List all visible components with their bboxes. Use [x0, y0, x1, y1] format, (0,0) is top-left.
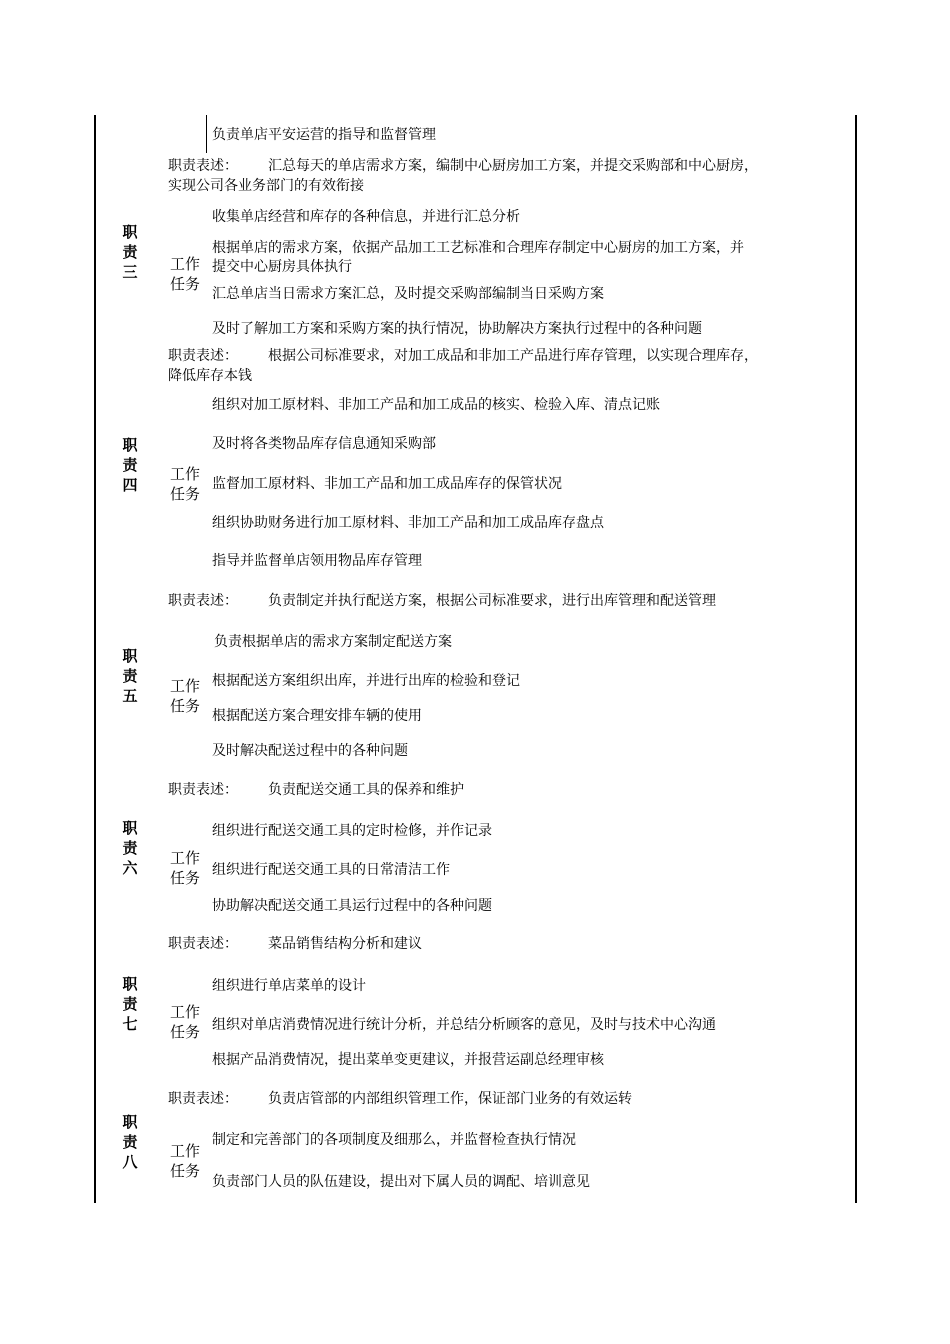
- duty-4-task-4: 组织协助财务进行加工原材料、非加工产品和加工成品库存盘点: [212, 515, 604, 531]
- duty-7-task-3: 根据产品消费情况，提出菜单变更建议，并报营运副总经理审核: [212, 1052, 604, 1068]
- duty-3-desc-label: 职责表述：: [168, 158, 238, 174]
- duty-3-task-2b: 提交中心厨房具体执行: [212, 259, 352, 275]
- duty-4-desc-label: 职责表述：: [168, 348, 238, 364]
- duty-3-label: 职 责 三: [122, 223, 138, 281]
- duty-8-desc-label: 职责表述：: [168, 1091, 238, 1107]
- duty-7-desc-line1: 菜品销售结构分析和建议: [268, 936, 422, 952]
- duty-6-desc-line1: 负责配送交通工具的保养和维护: [268, 782, 464, 798]
- duty-4-desc-line1: 根据公司标准要求，对加工成品和非加工产品进行库存管理，以实现合理库存，: [268, 348, 758, 364]
- duty-6-task-1: 组织进行配送交通工具的定时检修，并作记录: [212, 823, 492, 839]
- duty-5-task-label: 工作 任务: [170, 677, 201, 715]
- duty-7-desc-label: 职责表述：: [168, 936, 238, 952]
- duty-7-task-1: 组织进行单店菜单的设计: [212, 978, 366, 994]
- duty-4-label: 职 责 四: [122, 436, 138, 494]
- duty-8-task-1: 制定和完善部门的各项制度及细那么，并监督检查执行情况: [212, 1132, 576, 1148]
- duty-7-task-label: 工作 任务: [170, 1003, 201, 1041]
- top-row-divider: [206, 115, 207, 153]
- duty-6-label: 职 责 六: [122, 819, 138, 877]
- duty-4-task-2: 及时将各类物品库存信息通知采购部: [212, 436, 436, 452]
- right-border: [855, 115, 857, 1203]
- duty-6-task-label: 工作 任务: [170, 849, 201, 887]
- duty-6-task-2: 组织进行配送交通工具的日常清洁工作: [212, 862, 450, 878]
- duty-3-task-label: 工作 任务: [170, 255, 201, 293]
- duty-8-task-label: 工作 任务: [170, 1142, 201, 1180]
- duty-3-task-3: 汇总单店当日需求方案汇总，及时提交采购部编制当日采购方案: [212, 286, 604, 302]
- duty-4-task-1: 组织对加工原材料、非加工产品和加工成品的核实、检验入库、清点记账: [212, 397, 660, 413]
- duty-5-task-4: 及时解决配送过程中的各种问题: [212, 743, 408, 759]
- duty-4-desc-line2: 降低库存本钱: [168, 368, 252, 384]
- left-border: [94, 115, 96, 1203]
- duty-3-task-4: 及时了解加工方案和采购方案的执行情况，协助解决方案执行过程中的各种问题: [212, 321, 702, 337]
- duty-6-desc-label: 职责表述：: [168, 782, 238, 798]
- duty-5-task-3: 根据配送方案合理安排车辆的使用: [212, 708, 422, 724]
- duty-8-label: 职 责 八: [122, 1113, 138, 1171]
- duty-5-task-1: 负责根据单店的需求方案制定配送方案: [214, 634, 452, 650]
- duty-4-task-3: 监督加工原材料、非加工产品和加工成品库存的保管状况: [212, 476, 562, 492]
- duty-3-desc-line2: 实现公司各业务部门的有效衔接: [168, 178, 364, 194]
- duty-7-label: 职 责 七: [122, 975, 138, 1033]
- top-row-text: 负责单店平安运营的指导和监督管理: [212, 127, 436, 143]
- duty-4-task-5: 指导并监督单店领用物品库存管理: [212, 553, 422, 569]
- duty-4-task-label: 工作 任务: [170, 465, 201, 503]
- duty-8-task-2: 负责部门人员的队伍建设，提出对下属人员的调配、培训意见: [212, 1174, 590, 1190]
- duty-3-task-2a: 根据单店的需求方案，依据产品加工工艺标准和合理库存制定中心厨房的加工方案，并: [212, 240, 744, 256]
- duty-5-desc-label: 职责表述：: [168, 593, 238, 609]
- duty-7-task-2: 组织对单店消费情况进行统计分析，并总结分析顾客的意见，及时与技术中心沟通: [212, 1017, 716, 1033]
- duty-5-task-2: 根据配送方案组织出库，并进行出库的检验和登记: [212, 673, 520, 689]
- duty-3-desc-line1: 汇总每天的单店需求方案，编制中心厨房加工方案，并提交采购部和中心厨房，: [268, 158, 758, 174]
- duty-8-desc-line1: 负责店管部的内部组织管理工作，保证部门业务的有效运转: [268, 1091, 632, 1107]
- duty-6-task-3: 协助解决配送交通工具运行过程中的各种问题: [212, 898, 492, 914]
- duty-3-task-1: 收集单店经营和库存的各种信息，并进行汇总分析: [212, 209, 520, 225]
- duty-5-label: 职 责 五: [122, 647, 138, 705]
- duty-5-desc-line1: 负责制定并执行配送方案，根据公司标准要求，进行出库管理和配送管理: [268, 593, 716, 609]
